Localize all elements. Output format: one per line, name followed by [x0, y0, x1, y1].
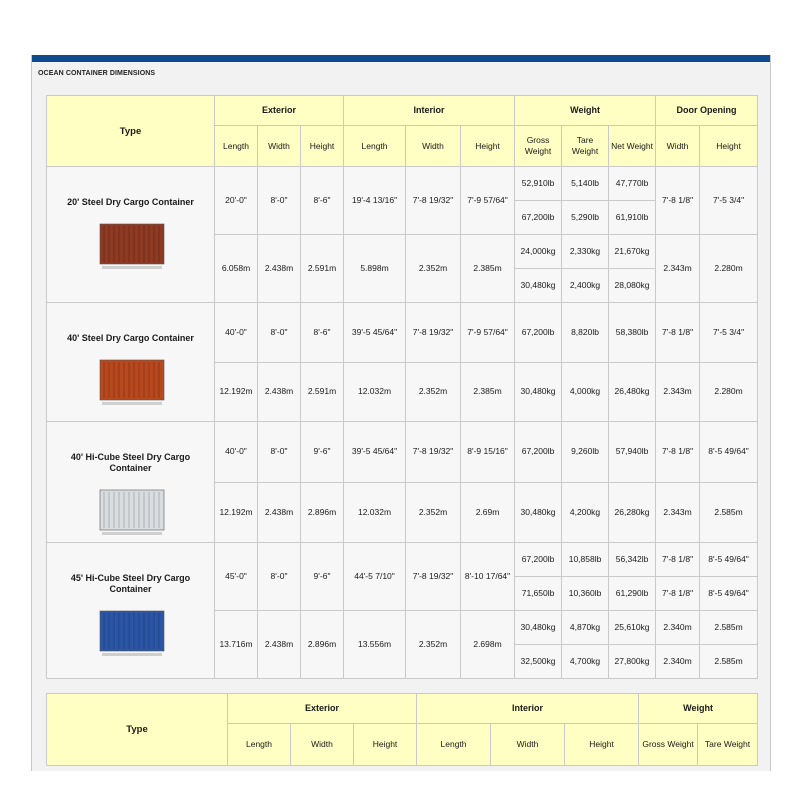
ext-width: 8'-0": [258, 422, 301, 483]
container-type-cell: [47, 422, 215, 543]
orange-container-icon: [96, 352, 168, 412]
header-door-width: Width: [656, 126, 700, 167]
gross-weight-metric: 32,500kg: [515, 645, 562, 679]
int-length: 44'-5 7/10": [344, 543, 406, 611]
int-length-metric: 13.556m: [344, 611, 406, 679]
gross-weight: 67,200lb: [515, 422, 562, 483]
net-weight: 47,770lb: [609, 167, 656, 201]
int-height: 8'-10 17/64": [461, 543, 515, 611]
header-weight-2: Weight: [639, 694, 758, 724]
door-width: 7'-8 1/8": [656, 422, 700, 483]
net-weight-metric: 25,610kg: [609, 611, 656, 645]
door-height-metric: 2.585m: [700, 611, 758, 645]
door-height: 8'-5 49/64": [700, 577, 758, 611]
door-width-metric: 2.343m: [656, 235, 700, 303]
net-weight: 61,290lb: [609, 577, 656, 611]
net-weight-metric: 27,800kg: [609, 645, 656, 679]
int-height: 8'-9 15/16": [461, 422, 515, 483]
table-row: [47, 543, 758, 577]
door-width-metric: 2.340m: [656, 645, 700, 679]
int-length-metric: 12.032m: [344, 362, 406, 422]
int-length: 19'-4 13/16": [344, 167, 406, 235]
gross-weight-metric: 30,480kg: [515, 611, 562, 645]
container-type-name: 40' Hi-Cube Steel Dry Cargo Container: [70, 452, 191, 473]
door-height: 8'-5 49/64": [700, 422, 758, 483]
door-height-metric: 2.280m: [700, 362, 758, 422]
ext-height: 9'-6": [301, 422, 344, 483]
int-length: 39'-5 45/64": [344, 303, 406, 363]
net-weight: 58,380lb: [609, 303, 656, 363]
net-weight-metric: 26,480kg: [609, 362, 656, 422]
ext-width: 8'-0": [258, 303, 301, 363]
ext-width-metric: 2.438m: [258, 611, 301, 679]
net-weight-metric: 28,080kg: [609, 269, 656, 303]
tare-weight-metric: 4,000kg: [562, 362, 609, 422]
header-int-length: Length: [344, 126, 406, 167]
gross-weight: 71,650lb: [515, 577, 562, 611]
int-height: 7'-9 57/64": [461, 167, 515, 235]
header-type: Type: [47, 96, 215, 167]
gross-weight: 67,200lb: [515, 201, 562, 235]
header-int-width: Width: [406, 126, 461, 167]
door-height: 7'-5 3/4": [700, 303, 758, 363]
door-width-metric: 2.343m: [656, 482, 700, 543]
header-tare-weight-2: Tare Weight: [698, 724, 758, 766]
gross-weight: 67,200lb: [515, 543, 562, 577]
header-door-height: Height: [700, 126, 758, 167]
int-width: 7'-8 19/32": [406, 543, 461, 611]
table-row: [47, 422, 758, 483]
ext-length: 40'-0": [215, 303, 258, 363]
int-height: 7'-9 57/64": [461, 303, 515, 363]
header-type-2: Type: [47, 694, 228, 766]
ext-width-metric: 2.438m: [258, 482, 301, 543]
door-width: 7'-8 1/8": [656, 167, 700, 235]
tare-weight-metric: 4,870kg: [562, 611, 609, 645]
container-type-name: 40' Steel Dry Cargo Container: [67, 333, 194, 343]
int-width-metric: 2.352m: [406, 482, 461, 543]
header-gross-weight-2: Gross Weight: [639, 724, 698, 766]
int-width-metric: 2.352m: [406, 362, 461, 422]
red-container-icon: [96, 216, 168, 276]
ext-length: 45'-0": [215, 543, 258, 611]
door-height: 7'-5 3/4": [700, 167, 758, 235]
ext-width-metric: 2.438m: [258, 362, 301, 422]
door-height-metric: 2.585m: [700, 482, 758, 543]
net-weight-metric: 21,670kg: [609, 235, 656, 269]
int-height-metric: 2.385m: [461, 362, 515, 422]
gross-weight-metric: 30,480kg: [515, 362, 562, 422]
int-height-metric: 2.698m: [461, 611, 515, 679]
ext-height-metric: 2.896m: [301, 611, 344, 679]
container-rows: [47, 167, 758, 679]
ext-height-metric: 2.591m: [301, 235, 344, 303]
int-height-metric: 2.385m: [461, 235, 515, 303]
container-type-cell: [47, 167, 215, 303]
header-exterior-2: Exterior: [228, 694, 417, 724]
gross-weight: 52,910lb: [515, 167, 562, 201]
container-type-name: 20' Steel Dry Cargo Container: [67, 197, 194, 207]
gross-weight-metric: 30,480kg: [515, 269, 562, 303]
door-height-metric: 2.280m: [700, 235, 758, 303]
net-weight-metric: 26,280kg: [609, 482, 656, 543]
door-width: 7'-8 1/8": [656, 577, 700, 611]
white-container-icon: [96, 482, 168, 542]
header-int-length-2: Length: [417, 724, 491, 766]
door-height: 8'-5 49/64": [700, 543, 758, 577]
ext-width: 8'-0": [258, 543, 301, 611]
door-width: 7'-8 1/8": [656, 543, 700, 577]
gross-weight-metric: 30,480kg: [515, 482, 562, 543]
container-type-cell: [47, 543, 215, 679]
header-ext-width-2: Width: [291, 724, 354, 766]
ext-width: 8'-0": [258, 167, 301, 235]
ext-width-metric: 2.438m: [258, 235, 301, 303]
header-exterior: Exterior: [215, 96, 344, 126]
container-photo: [96, 216, 166, 276]
ext-length: 40'-0": [215, 422, 258, 483]
net-weight: 56,342lb: [609, 543, 656, 577]
ext-length-metric: 12.192m: [215, 482, 258, 543]
door-width: 7'-8 1/8": [656, 303, 700, 363]
tare-weight-metric: 2,330kg: [562, 235, 609, 269]
blue-container-icon: [96, 603, 168, 663]
header-ext-length-2: Length: [228, 724, 291, 766]
container-dimensions-table: [46, 95, 758, 679]
container-type-name: 45' Hi-Cube Steel Dry Cargo Container: [70, 573, 191, 594]
tare-weight: 10,858lb: [562, 543, 609, 577]
int-length-metric: 5.898m: [344, 235, 406, 303]
door-width-metric: 2.343m: [656, 362, 700, 422]
header-int-height: Height: [461, 126, 515, 167]
container-photo: [96, 482, 166, 542]
container-type-cell: [47, 303, 215, 422]
door-width-metric: 2.340m: [656, 611, 700, 645]
header-weight: Weight: [515, 96, 656, 126]
tare-weight-metric: 2,400kg: [562, 269, 609, 303]
net-weight: 57,940lb: [609, 422, 656, 483]
table-row: [47, 303, 758, 363]
header-ext-length: Length: [215, 126, 258, 167]
ext-length-metric: 12.192m: [215, 362, 258, 422]
int-width-metric: 2.352m: [406, 611, 461, 679]
container-dimensions-table-2: [46, 693, 758, 766]
tare-weight-metric: 4,200kg: [562, 482, 609, 543]
header-tare-weight: Tare Weight: [562, 126, 609, 167]
section-title: OCEAN CONTAINER DIMENSIONS: [38, 70, 156, 77]
header-ext-height: Height: [301, 126, 344, 167]
tare-weight-metric: 4,700kg: [562, 645, 609, 679]
header-ext-height-2: Height: [354, 724, 417, 766]
int-length-metric: 12.032m: [344, 482, 406, 543]
container-photo: [96, 603, 166, 663]
net-weight: 61,910lb: [609, 201, 656, 235]
tare-weight: 5,140lb: [562, 167, 609, 201]
header-door-opening: Door Opening: [656, 96, 758, 126]
ext-length-metric: 6.058m: [215, 235, 258, 303]
container-photo: [96, 352, 166, 412]
header-interior-2: Interior: [417, 694, 639, 724]
tare-weight: 9,260lb: [562, 422, 609, 483]
ext-height-metric: 2.591m: [301, 362, 344, 422]
tare-weight: 8,820lb: [562, 303, 609, 363]
int-width-metric: 2.352m: [406, 235, 461, 303]
int-width: 7'-8 19/32": [406, 167, 461, 235]
gross-weight-metric: 24,000kg: [515, 235, 562, 269]
door-height-metric: 2.585m: [700, 645, 758, 679]
ext-length: 20'-0": [215, 167, 258, 235]
ext-height-metric: 2.896m: [301, 482, 344, 543]
ext-height: 8'-6": [301, 303, 344, 363]
top-accent-bar: [32, 55, 770, 62]
int-width: 7'-8 19/32": [406, 303, 461, 363]
table-row: [47, 167, 758, 201]
header-int-height-2: Height: [565, 724, 639, 766]
ext-height: 8'-6": [301, 167, 344, 235]
ext-length-metric: 13.716m: [215, 611, 258, 679]
tare-weight: 5,290lb: [562, 201, 609, 235]
header-gross-weight: Gross Weight: [515, 126, 562, 167]
header-net-weight: Net Weight: [609, 126, 656, 167]
int-width: 7'-8 19/32": [406, 422, 461, 483]
int-height-metric: 2.69m: [461, 482, 515, 543]
int-length: 39'-5 45/64": [344, 422, 406, 483]
gross-weight: 67,200lb: [515, 303, 562, 363]
header-interior: Interior: [344, 96, 515, 126]
ext-height: 9'-6": [301, 543, 344, 611]
tare-weight: 10,360lb: [562, 577, 609, 611]
header-int-width-2: Width: [491, 724, 565, 766]
header-ext-width: Width: [258, 126, 301, 167]
